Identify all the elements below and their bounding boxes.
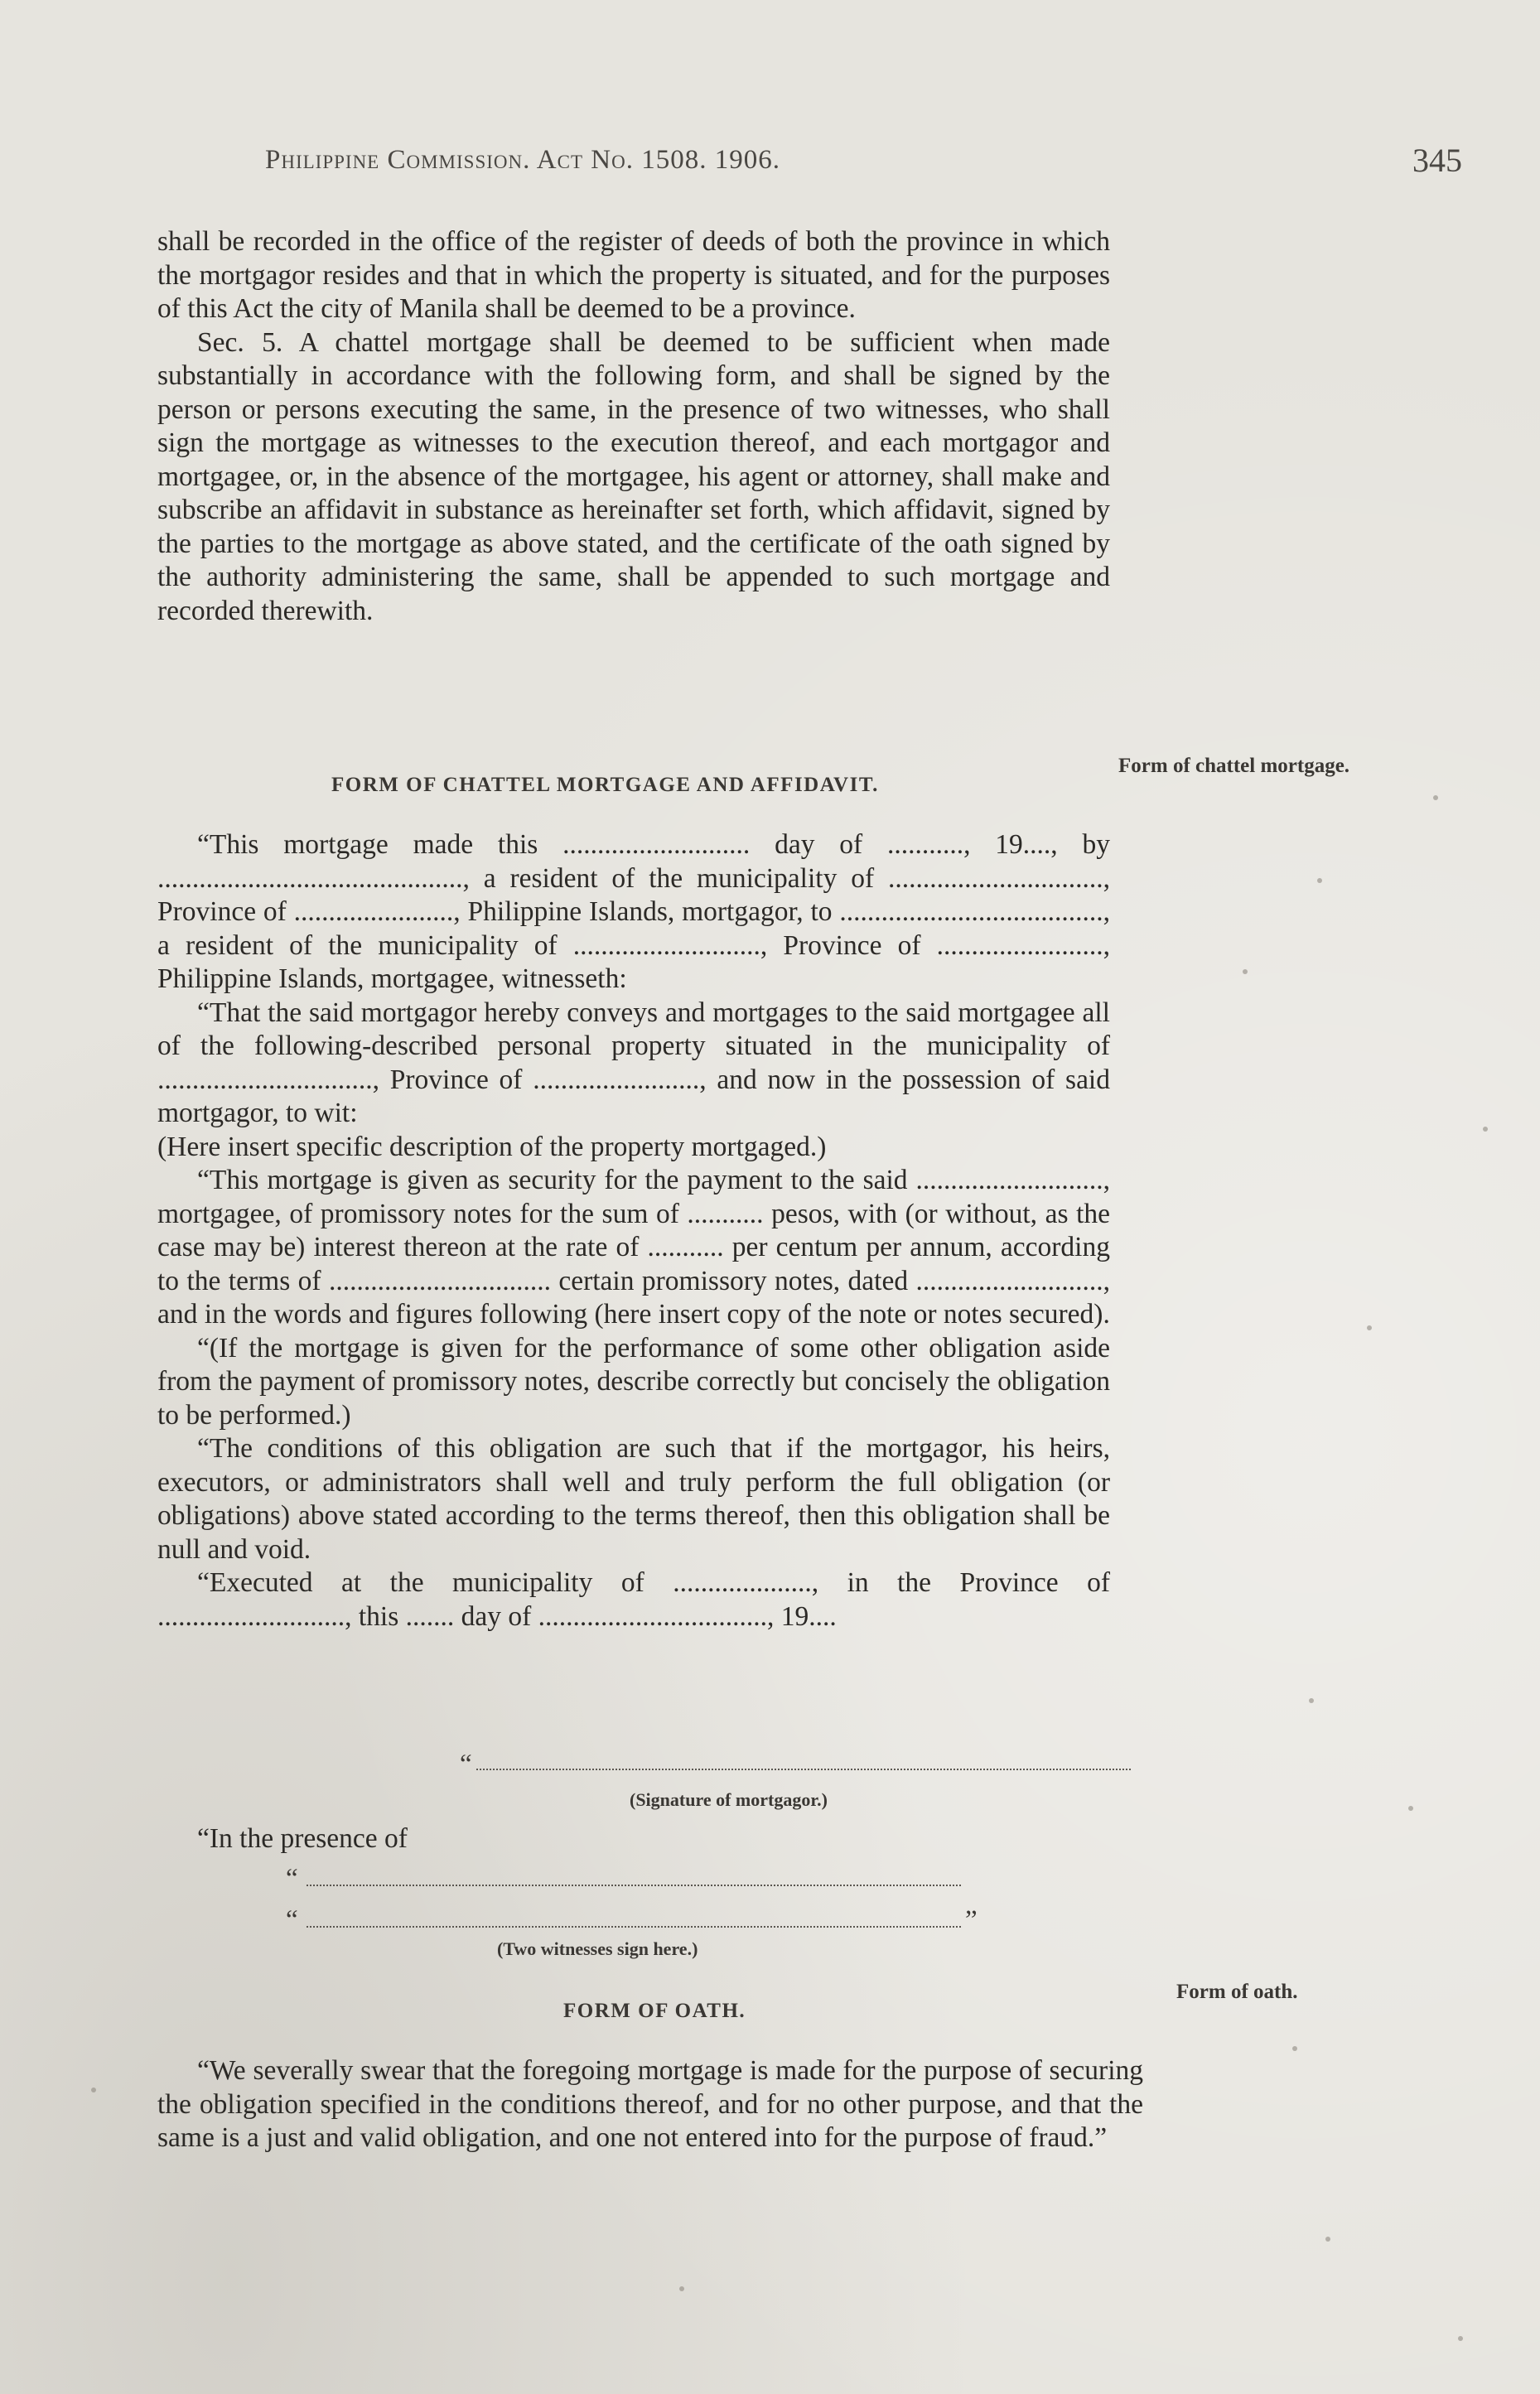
section-5-paragraph: Sec. 5. A chattel mortgage shall be deemed to be sufficient when made substantially in accordance with the following form, and shall be signed by the person or persons executing the same, in the presence of two witnesses, who shall sign the mortgage as witnesses to the execution thereof, and each mortgagor and mortgagee, or, in the absence of the mortgagee, his agent or attorney, shall make and subscribe an affidavit in substance as hereinafter set forth, which affidavit, signed by the parties to the mortgage as above stated, and the certificate of the oath signed by the authority administering the same, shall be appended to such mortgage and recorded therewith. <box>157 326 1110 626</box>
witness-2-quote: “ <box>286 1905 298 1935</box>
form-security: “This mortgage is given as security for the payment to the said ..........................., mortgagee, of promissory notes for the sum of ........... pesos, with (or without, as the case may be) interest thereon at the rate of ........... per centum per annum, according to the terms of ................................ certain promissory notes, dated ..........................., and in the words and figures following (here insert copy of the note or notes secured). <box>157 1165 1110 1330</box>
oath-text-block <box>157 2054 1143 2155</box>
form-heading-chattel-mortgage: FORM OF CHATTEL MORTGAGE AND AFFIDAVIT. <box>331 774 879 796</box>
signature-quote: “ <box>460 1750 472 1779</box>
form-executed: “Executed at the municipality of ...................., in the Province of ..........................., this ....... day of ................................., 19.... <box>157 1567 1110 1632</box>
signature-caption: (Signature of mortgagor.) <box>630 1789 828 1810</box>
oath-text: “We severally swear that the foregoing mortgage is made for the purpose of securing the obligation specified in the conditions thereof, and for no other purpose, and that the same is a just and valid obligation, and one not entered into for the purpose of fraud.” <box>157 2055 1143 2153</box>
form-description-note: (Here insert specific description of the property mortgaged.) <box>157 1131 827 1162</box>
witness-1-quote: “ <box>286 1864 298 1894</box>
margin-note-chattel-mortgage: Form of chattel mortgage. <box>1118 755 1350 777</box>
form-conditions: “The conditions of this obligation are such that if the mortgagor, his heirs, executors, or administrators shall well and truly perform the full obligation (or obligations) above stated according to the terms thereof, then this obligation shall be null and void. <box>157 1433 1110 1565</box>
witness-caption: (Two witnesses sign here.) <box>497 1938 698 1959</box>
page-number: 345 <box>1412 142 1462 179</box>
presence-line-block <box>157 1822 820 1856</box>
form-opening: “This mortgage made this ........................... day of ..........., 19...., by ............................................, a resident of the municipality of ..............................., Province of ......................., Philippine Islands, mortgagor, to ......................................, a resident of the municipality of ..........................., Province of ........................, Philippine Islands, mortgagee, witnesseth: <box>157 829 1110 994</box>
mortgage-form <box>157 828 1110 1634</box>
witness-2-line <box>307 1926 961 1928</box>
form-other-obligation: “(If the mortgage is given for the performance of some other obligation aside from the payment of promissory notes, describe correctly but concisely the obligation to be performed.) <box>157 1332 1110 1431</box>
form-heading-oath: FORM OF OATH. <box>563 2000 746 2022</box>
running-title: Philippine Commission. Act No. 1508. 1906. <box>265 145 780 175</box>
mortgagor-signature-line <box>476 1769 1131 1770</box>
witness-1-line <box>307 1885 961 1886</box>
form-conveyance: “That the said mortgagor hereby conveys and mortgages to the said mortgagee all of the following-described personal property situated in the municipality of ..............................., Province of ........................, and now in the possession of said mortgagor, to wit: <box>157 997 1110 1128</box>
body-text <box>157 225 1110 628</box>
witness-2-close-quote: ” <box>965 1905 978 1935</box>
margin-note-oath: Form of oath. <box>1176 1981 1298 2003</box>
paragraph-continued: shall be recorded in the office of the register of deeds of both the province in which the mortgagor resides and that in which the property is situated, and for the purposes of this Act the city of Manila shall be deemed to be a province. <box>157 226 1110 324</box>
in-presence-of: “In the presence of <box>197 1823 408 1854</box>
